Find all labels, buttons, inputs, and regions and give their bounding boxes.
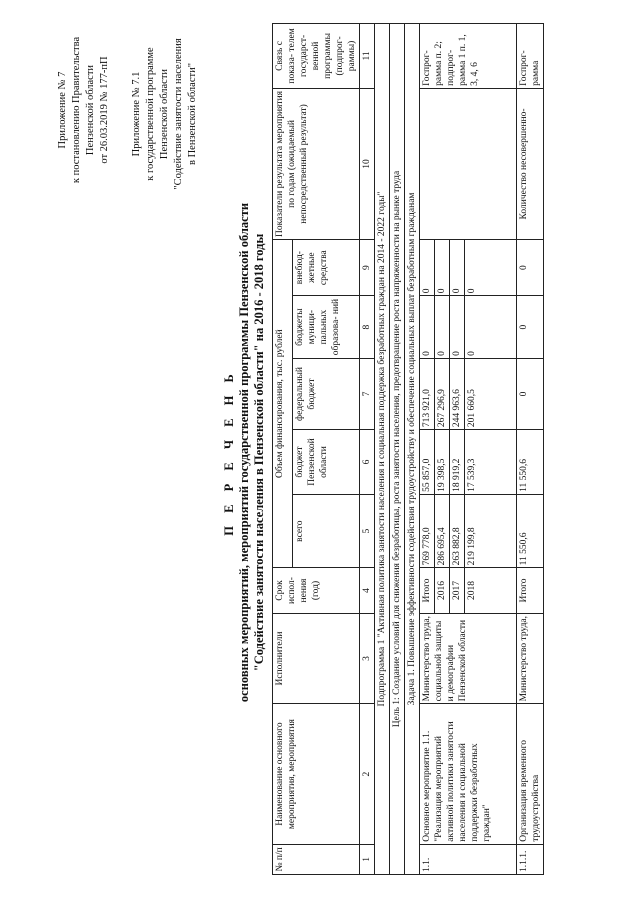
row-offbudget: 0 [465,240,517,296]
col-number: 2 [360,704,375,844]
row-regional: 19 398,5 [435,430,450,495]
row-federal: 713 921,0 [420,358,435,429]
header-funding: Объем финансирования, тыс. рублей [273,240,293,568]
row-offbudget: 0 [420,240,435,296]
header-offbudget: внебюд- жетные средства [292,240,359,296]
row-indicator: Количество несовершенно- [517,88,544,239]
annex-header-top [56,15,112,205]
row-municipal: 0 [435,296,450,359]
row-num: 1.1. [420,844,517,874]
header-name: Наименование основного мероприятия, мероприятия [273,704,360,844]
header-municipal: бюджеты муници- пальных образова- ний [292,296,359,359]
row-municipal: 0 [450,296,465,359]
row-term: Итого [420,568,435,613]
row-federal: 244 963,6 [450,358,465,429]
row-regional: 11 550,6 [517,430,544,495]
row-regional: 55 857,0 [420,430,435,495]
row-municipal: 0 [465,296,517,359]
table-row [517,24,544,875]
header-indicators: Показатели результата мероприятия по годам (ожидаемый непосредственный результат) [273,88,360,239]
row-term: 2016 [435,568,450,613]
annex-header-second [130,9,200,219]
annex-line: Пензенской области [159,68,170,160]
row-federal: 201 660,5 [465,358,517,429]
col-number: 7 [360,358,375,429]
table-row [420,24,435,875]
row-municipal: 0 [420,296,435,359]
subprogram-row: Подпрограмма 1 "Активная политика занятости населения и социальная поддержка безработных граждан на 2014 - 2022 годы" [375,24,390,875]
annex-line: к государственной программе [145,47,156,181]
row-regional: 18 919,2 [450,430,465,495]
header-term: Срок испол- нения (год) [273,568,360,613]
column-numbers-row [360,24,375,875]
row-offbudget: 0 [450,240,465,296]
row-name: Организация временного трудоустройства [517,704,544,844]
col-number: 10 [360,88,375,239]
col-number: 3 [360,613,375,704]
row-link: Госпрог- рамма [517,24,544,89]
row-total: 769 778,0 [420,494,435,567]
row-executor: Министерство труда, [517,613,544,704]
header-total: всего [292,494,359,567]
row-federal: 0 [517,358,544,429]
row-link: Госпрог- рамма п. 2; подпрог- рамма 1 п. 1, 3, 4, 6 [420,24,517,89]
row-total: 219 199,8 [465,494,517,567]
measures-table [272,23,544,875]
task-row: Задача 1. Повышение эффективности содействия трудоустройству и обеспечение социальных выплат безработным гражданам [405,24,420,875]
row-federal: 267 296,9 [435,358,450,429]
row-total: 11 550,6 [517,494,544,567]
annex-line: в Пензенской области" [187,63,198,165]
title-line-1: основных мероприятий, мероприятий государственной программы Пензенской области [237,202,251,703]
row-num: 1.1.1. [517,844,544,874]
annex-line: Приложение № 7 [57,71,68,149]
header-federal: федеральный бюджет [292,358,359,429]
title-line-2: "Содействие занятости населения в Пензенской области" на 2016 - 2018 годы [252,233,266,672]
title-word: П Е Р Е Ч Е Н Ь [222,369,236,536]
col-number: 11 [360,24,375,89]
header-regional: бюджет Пензенской области [292,430,359,495]
header-num: № п/п [273,844,360,874]
annex-line: Приложение № 7.1 [131,71,142,157]
header-link: Связь с показа- телем государст- венной программы (подпрог- раммы) [273,24,360,89]
col-number: 5 [360,494,375,567]
row-regional: 17 539,3 [465,430,517,495]
row-municipal: 0 [517,296,544,359]
row-total: 263 882,8 [450,494,465,567]
col-number: 6 [360,430,375,495]
goal-row: Цель 1: Создание условий для снижения безработицы, роста занятости населения, предотвращение роста напряженности на рынке труда [390,24,405,875]
annex-line: к постановлению Правительства [71,36,82,184]
row-name: Основное мероприятие 1.1. "Реализация мероприятий активной политики занятости населения и социальной поддержки безработных граждан" [420,704,517,844]
row-term: 2017 [450,568,465,613]
col-number: 1 [360,844,375,874]
row-term: Итого [517,568,544,613]
col-number: 4 [360,568,375,613]
col-number: 9 [360,240,375,296]
row-total: 286 695,4 [435,494,450,567]
row-indicator [420,88,517,239]
row-executor: Министерство труда, социальной защиты и демографии Пензенской области [420,613,517,704]
row-offbudget: 0 [435,240,450,296]
annex-line: Пензенской области [85,64,96,156]
row-offbudget: 0 [517,240,544,296]
header-executors: Исполнители [273,613,360,704]
document-title [222,0,267,905]
annex-line: "Содействие занятости населения [173,38,184,190]
annex-line: от 26.03.2019 № 177-пП [99,56,110,164]
row-term: 2018 [465,568,517,613]
col-number: 8 [360,296,375,359]
